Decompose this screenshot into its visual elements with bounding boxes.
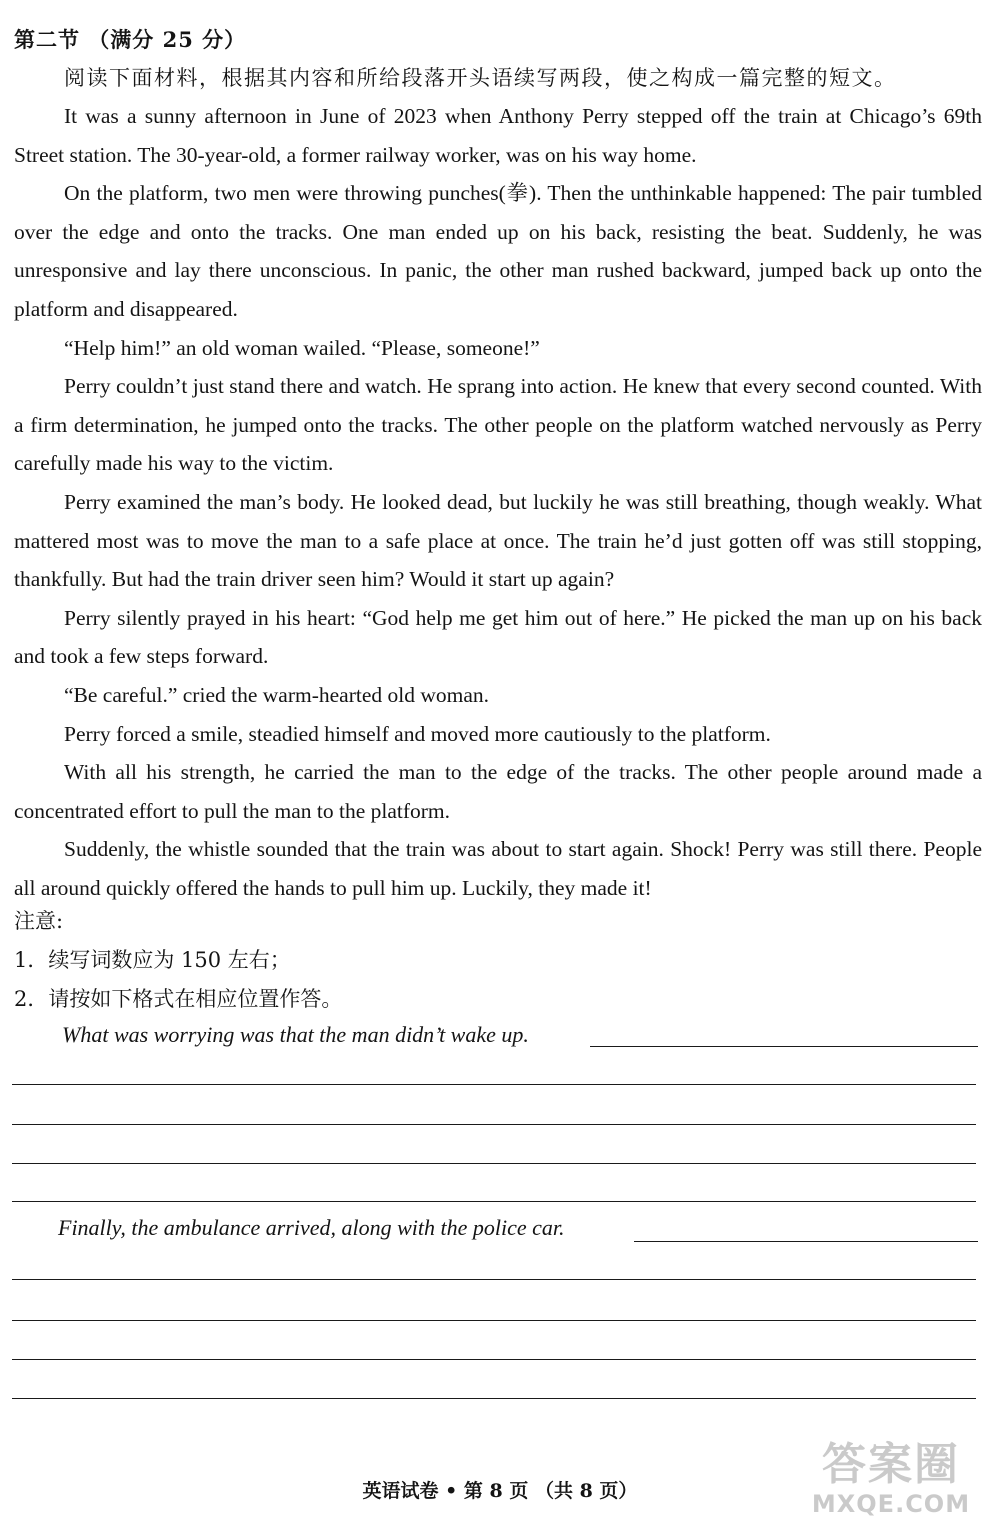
answer-line[interactable] [12,1201,976,1202]
passage-paragraph: With all his strength, he carried the man to the edge of the tracks. The other people around made a concentrated effort to pull the man to the platform. [14,760,982,823]
answer-line[interactable] [12,1124,976,1125]
reading-passage [14,97,982,907]
page-footer: 英语试卷 • 第 8 页 （共 8 页） [362,1480,638,1502]
passage-paragraph: “Be careful.” cried the warm-hearted old woman. [64,682,490,707]
passage-paragraph: It was a sunny afternoon in June of 2023 when Anthony Perry stepped off the train at Chicago’s 69th Street station. The 30-year-old, a former railway worker, was on his way home. [14,104,982,167]
passage-paragraph: Perry silently prayed in his heart: “God help me get him out of here.” He picked the man up on his back and took a few steps forward. [14,605,982,669]
passage-paragraph: Perry forced a smile, steadied himself and moved more cautiously to the platform. [64,721,771,746]
paragraph-two-opening: Finally, the ambulance arrived, along with the police car. [58,1215,565,1240]
answer-line[interactable] [12,1279,976,1280]
answer-line[interactable] [12,1084,976,1085]
site-watermark [796,1440,986,1526]
passage-paragraph: On the platform, two men were throwing punches(拳). Then the unthinkable happened: The pair tumbled over the edge and onto the tracks. One man ended up on his back, resisting the beat. Suddenly, he was unresponsive and lay there unconscious. In panic, the other man rushed backward, jumped back up onto the platform and disappeared. [14,181,982,321]
watermark-logo: 答案圈 [822,1439,960,1490]
passage-paragraph: Suddenly, the whistle sounded that the train was about to start again. Shock! Perry was still there. People all around quickly offered the hands to pull him up. Luckily, they made it! [14,837,982,900]
passage-paragraph: “Help him!” an old woman wailed. “Please, someone!” [64,335,540,360]
answer-line[interactable] [12,1320,976,1321]
answer-line[interactable] [590,1046,978,1047]
answer-line[interactable] [12,1359,976,1360]
notes-block [14,902,342,1019]
note-item-format: 2．请按如下格式在相应位置作答。 [14,987,343,1011]
answer-line[interactable] [634,1241,978,1242]
passage-paragraph: Perry examined the man’s body. He looked dead, but luckily he was still breathing, though weakly. What mattered most was to move the man to a safe place at once. The train he’d just gotten off was still stopping, thankfully. But had the train driver seen him? Would it start up again? [14,489,982,592]
paragraph-one-opening: What was worrying was that the man didn’t wake up. [62,1022,529,1047]
watermark-url: MXQE.COM [811,1490,971,1518]
notes-title: 注意: [14,909,64,933]
answer-line[interactable] [12,1163,976,1164]
note-item-word-count: 1．续写词数应为 150 左右； [14,948,291,972]
section-instruction: 阅读下面材料，根据其内容和所给段落开头语续写两段，使之构成一篇完整的短文。 [64,66,897,90]
passage-paragraph: Perry couldn’t just stand there and watch. He sprang into action. He knew that every second counted. With a firm determination, he jumped onto the tracks. The other people on the platform watched nervously as Perry carefully made his way to the victim. [14,374,982,476]
answer-line[interactable] [12,1398,976,1399]
section-heading: 第二节 （满分 25 分） [14,27,247,52]
